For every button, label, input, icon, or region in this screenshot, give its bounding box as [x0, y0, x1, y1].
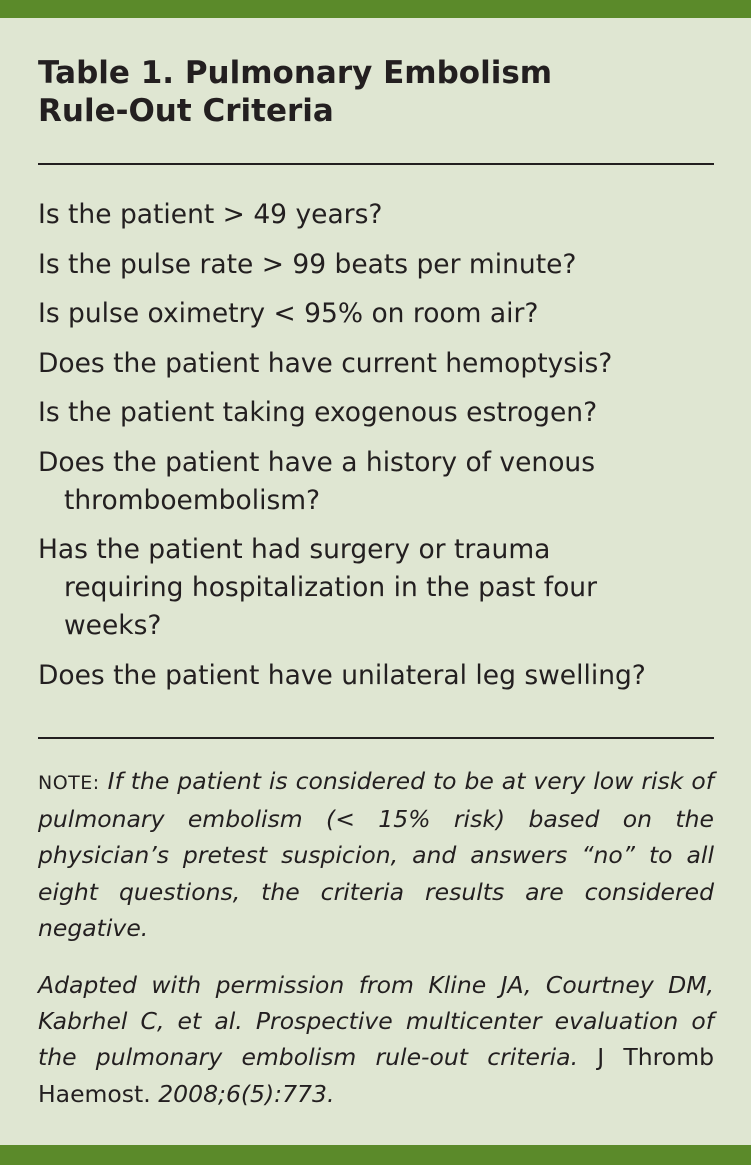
criteria-item: Does the patient have a history of venous thromboembolism? [38, 446, 596, 516]
source-text: Adapted with permission from Kline JA, Courtney DM, Kabrhel C, et al. Prospective multicenter evaluation of the pulmonary embolism rule-out criteria. [38, 971, 714, 1072]
table-note [38, 763, 714, 946]
criteria-item: Does the patient have unilateral leg swelling? [38, 659, 646, 691]
table-title [38, 54, 718, 130]
criteria-item: Is the patient taking exogenous estrogen? [38, 397, 598, 428]
criteria-item: Has the patient had surgery or trauma requiring hospitalization in the past four weeks? [38, 534, 597, 641]
source-journal: J Thromb Haemost. [38, 1043, 714, 1108]
criteria-item: Does the patient have current hemoptysis? [38, 347, 613, 379]
note-label: NOTE: [38, 772, 100, 794]
criteria-item: Is the pulse rate > 99 beats per minute? [38, 248, 577, 280]
top-accent-bar [0, 0, 751, 18]
criteria-divider [38, 737, 714, 739]
source-citation [38, 967, 714, 1112]
criteria-list [38, 196, 722, 706]
criteria-item: Is the patient > 49 years? [38, 199, 383, 230]
bottom-accent-bar [0, 1145, 751, 1165]
criteria-item: Is pulse oximetry < 95% on room air? [38, 298, 539, 329]
title-divider [38, 163, 714, 165]
note-text: If the patient is considered to be at very low risk of pulmonary embolism (< 15% risk) based on the physician’s pretest suspicion, and answers “no” to all eight questions, the criteria results are considered negative. [38, 767, 714, 942]
source-year: 2008;6(5):773. [158, 1079, 335, 1108]
title-line-1: Table 1. Pulmonary Embolism [38, 55, 553, 91]
title-line-2: Rule-Out Criteria [38, 93, 334, 129]
